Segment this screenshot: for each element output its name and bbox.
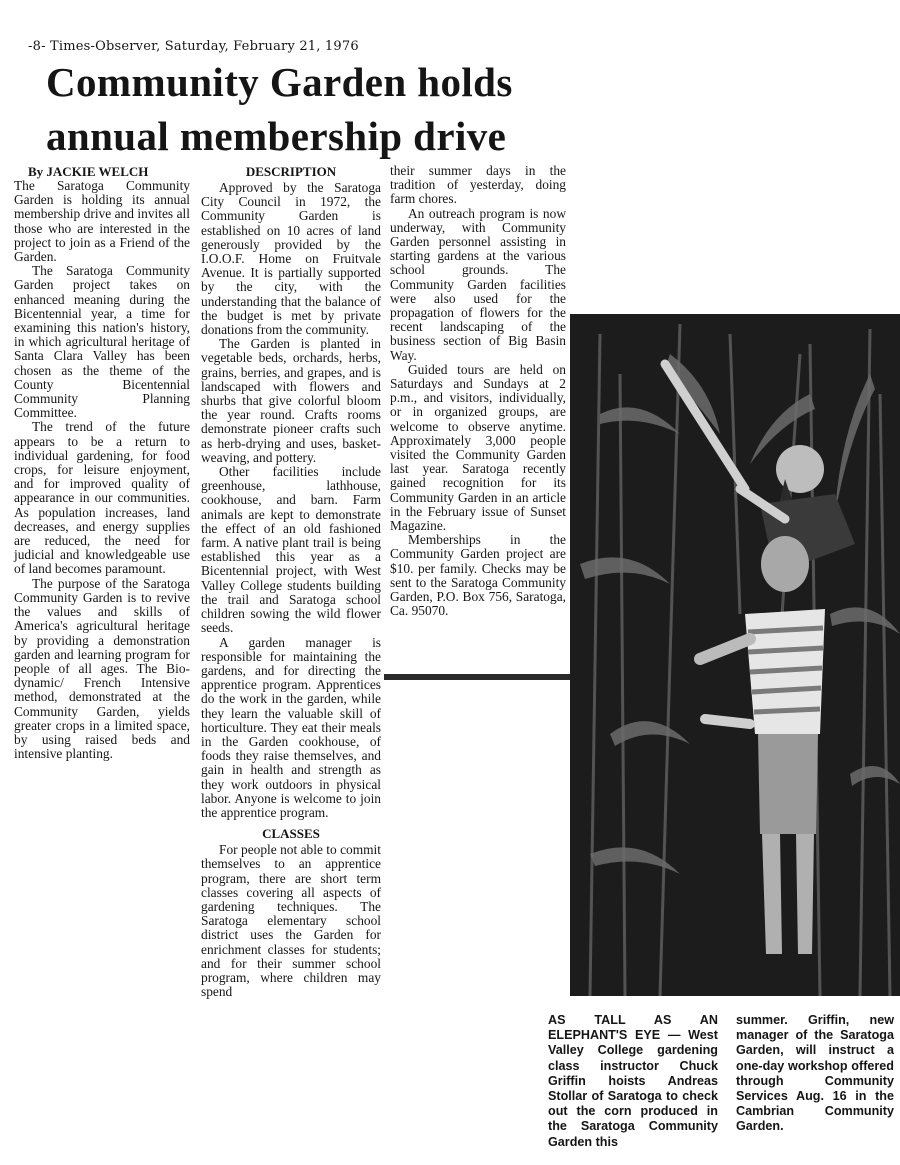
article-column-3 [390, 164, 566, 619]
paragraph: Other facilities include greenhouse, lathhouse, cookhouse, and barn. Farm animals are kept to demonstrate the effect of an old fashioned farm. A native plant trail is being established this year as a Bicentennial project, with West Valley College students building the trail and Saratoga school children sowing the wild flower seeds. [201, 464, 381, 636]
paragraph: The Saratoga Community Garden is holding its annual membership drive and invites all those who are interested in the project to join as a Friend of the Garden. [14, 178, 190, 265]
paragraph: The Saratoga Community Garden project takes on enhanced meaning during the Bicentennial year, a time for examining this nation's history, in which agricultural heritage of Santa Clara Valley has been chosen as the theme of the County Bicentennial Community Planning Committee. [14, 263, 190, 421]
classes-heading: CLASSES [262, 826, 320, 842]
headline-line-2: annual membership drive [46, 113, 507, 159]
photograph-icon [570, 314, 900, 996]
photo-top-rule [384, 674, 570, 680]
page-folio: -8- Times-Observer, Saturday, February 21, 1976 [28, 39, 359, 54]
photo-caption-right: summer. Griffin, new manager of the Saratoga Garden, will instruct a one-day workshop offered through Community Services Aug. 16 in the Cambrian Community Garden. [736, 1013, 894, 1134]
paragraph: An outreach program is now underway, with Community Garden personnel assisting in starting gardens at the various school grounds. The Community Garden facilities were also used for the propagation of flowers for the recent landscaping of the business section of Big Basin Way. [390, 205, 566, 363]
paragraph: Approved by the Saratoga City Council in 1972, the Community Garden is established on 10 acres of land generously provided by the I.O.O.F. Home on Fruitvale Avenue. It is partially supported by the city, with the understanding that the balance of the budget is met by private donations from the community. [201, 180, 381, 338]
paragraph: The trend of the future appears to be a return to individual gardening, for food crops, for leisure enjoyment, and for improved quality of appearance in our communities. As population increases, land decreases, and energy supplies are reduced, the need for judicial and knowledgeable use of land becomes paramount. [14, 419, 190, 577]
paragraph: their summer days in the tradition of yesterday, doing farm chores. [390, 163, 566, 207]
headline [46, 55, 606, 163]
paragraph: A garden manager is responsible for maintaining the gardens, and for directing the apprentice program. Apprentices do the work in the garden, while they learn the valuable skill of horticulture. They eat their meals in the Garden cookhouse, of foods they raise themselves, and gain in health and strength as they work outdoors in physical labor. Anyone is welcome to join the apprentice program. [201, 634, 381, 820]
paragraph: Memberships in the Community Garden project are $10. per family. Checks may be sent to the Saratoga Community Garden, P.O. Box 756, Saratoga, Ca. 95070. [390, 532, 566, 619]
byline: By JACKIE WELCH [28, 164, 149, 179]
description-heading: DESCRIPTION [245, 164, 337, 179]
cornfield-photo [570, 314, 900, 996]
article-column-2 [201, 164, 381, 999]
headline-line-1: Community Garden holds [46, 59, 513, 105]
paragraph: Guided tours are held on Saturdays and Sundays at 2 p.m., and visitors, individually, or in organized groups, are welcome to observe anytime. Approximately 3,000 people visited the Community Garden last year. Saratoga recently gained recognition for its Community Garden in an article in the February issue of Sunset Magazine. [390, 361, 566, 534]
paragraph: The Garden is planted in vegetable beds, orchards, herbs, grains, berries, and grapes, and is landscaped with flowers and shurbs that give colorful bloom the year round. Crafts rooms demonstrate pioneer crafts such as herb-drying and uses, basket-weaving, and pottery. [201, 336, 381, 465]
article-column-1 [14, 164, 190, 761]
photo-caption-left: AS TALL AS AN ELEPHANT'S EYE — West Valley College gardening class instructor Chuck Griffin hoists Andreas Stollar of Saratoga to check out the corn produced in the Saratoga Community Garden this [548, 1013, 718, 1149]
paragraph: For people not able to commit themselves to an apprentice program, there are short term classes covering all aspects of gardening techniques. The Saratoga elementary school district uses the Garden for enrichment classes for students; and for their summer school program, where children may spend [201, 842, 381, 1000]
paragraph: The purpose of the Saratoga Community Garden is to revive the values and skills of America's agricultural heritage by providing a demonstration garden and learning program for people of all ages. The Bio-dynamic/ French Intensive method, demonstrated at the Community Garden, yields greater crops in a limited space, by using raised beds and intensive planting. [14, 575, 190, 762]
